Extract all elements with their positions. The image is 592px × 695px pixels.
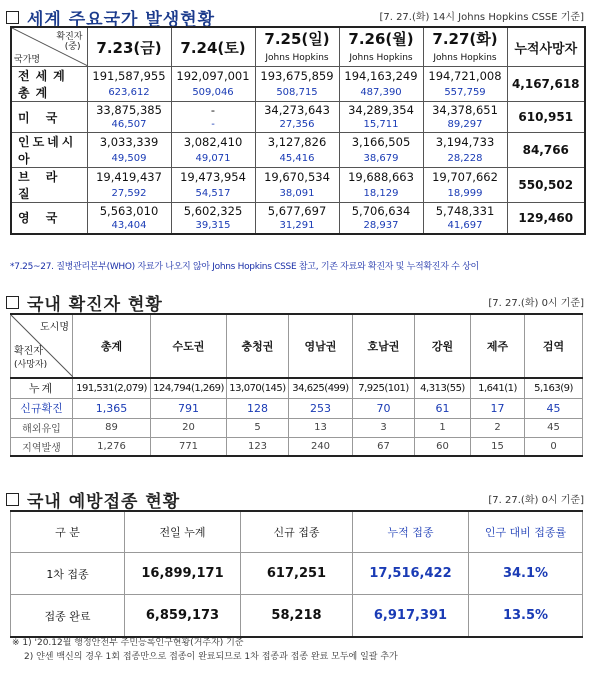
table-cell: 1 <box>415 418 471 437</box>
cases-cell: 5,706,634 <box>339 203 423 220</box>
cases-cell: 3,194,733 <box>423 133 507 152</box>
new-cases-cell: 18,129 <box>339 187 423 203</box>
row-label: 접종 완료 <box>11 595 125 638</box>
date-header: 7.24(토) <box>171 27 255 67</box>
new-cases-cell: 27,592 <box>87 187 171 203</box>
country-name: 인도네시아 <box>11 133 87 168</box>
checkbox-icon <box>6 11 19 24</box>
source-label: Johns Hopkins <box>339 50 423 67</box>
table-cell: 61 <box>415 398 471 418</box>
table-cell: 45 <box>525 398 583 418</box>
date-header: 7.23(금) <box>87 27 171 67</box>
table-cell: 240 <box>289 437 353 456</box>
column-header: 수도권 <box>151 314 227 378</box>
vaccination-notes <box>12 636 398 664</box>
table-cell: 13 <box>289 418 353 437</box>
new-cases-cell: 45,416 <box>255 152 339 168</box>
column-header: 신규 접종 <box>241 511 353 553</box>
section1-meta: [7. 27.(화) 14시 Johns Hopkins CSSE 기준] <box>379 12 584 23</box>
new-cases-cell: 15,711 <box>339 119 423 133</box>
section1-title: 세계 주요국가 발생현황 <box>27 10 216 30</box>
corner-cell <box>11 314 73 378</box>
table-row <box>11 418 583 437</box>
cases-cell: 19,670,534 <box>255 168 339 187</box>
table-cell: 5 <box>227 418 289 437</box>
new-cases-cell: 27,356 <box>255 119 339 133</box>
table-cell: 0 <box>525 437 583 456</box>
corner-label-region: 도시명 <box>40 322 69 333</box>
cases-cell: 3,082,410 <box>171 133 255 152</box>
cases-cell: 34,378,651 <box>423 102 507 119</box>
column-header: 강원 <box>415 314 471 378</box>
corner-label-cases: 확진자 <box>14 346 43 357</box>
table-cell: 34.1% <box>469 553 583 595</box>
country-name: 브 라 질 <box>11 168 87 203</box>
table-row <box>11 437 583 456</box>
table-cell: 7,925(101) <box>353 378 415 398</box>
section2-title: 국내 확진자 현황 <box>27 295 163 315</box>
table-cell: 5,163(9) <box>525 378 583 398</box>
corner-label-country: 국가명 <box>14 55 41 65</box>
column-header: 전일 누계 <box>125 511 241 553</box>
table-cell: 253 <box>289 398 353 418</box>
note-line: 2) 얀센 백신의 경우 1회 접종만으로 접종이 완료되므로 1차 접종과 접종 완료 모두에 일괄 추가 <box>24 652 398 662</box>
deaths-cell: 610,951 <box>507 102 585 133</box>
new-cases-cell: 509,046 <box>171 86 255 102</box>
new-cases-cell: 46,507 <box>87 119 171 133</box>
note-line: ※ 1) '20.12월 행정안전부 주민등록인구현황(거주자) 기준 <box>12 638 244 648</box>
death-header: 누적사망자 <box>507 27 585 67</box>
table-cell: 4,313(55) <box>415 378 471 398</box>
cases-cell: 5,748,331 <box>423 203 507 220</box>
deaths-cell: 129,460 <box>507 203 585 234</box>
date-header: 7.25(일) <box>255 27 339 50</box>
cases-cell: 194,163,249 <box>339 67 423 86</box>
table-cell: 771 <box>151 437 227 456</box>
section3-header <box>6 487 180 512</box>
cases-cell: 5,563,010 <box>87 203 171 220</box>
table-cell: 58,218 <box>241 595 353 638</box>
new-cases-cell: 557,759 <box>423 86 507 102</box>
new-cases-cell: - <box>171 119 255 133</box>
table-cell: 2 <box>471 418 525 437</box>
table-cell: 617,251 <box>241 553 353 595</box>
cases-cell: 192,097,001 <box>171 67 255 86</box>
section3-meta: [7. 27.(화) 0시 기준] <box>488 495 584 506</box>
new-cases-cell: 38,091 <box>255 187 339 203</box>
table-cell: 70 <box>353 398 415 418</box>
table-cell: 34,625(499) <box>289 378 353 398</box>
section2-header <box>6 290 163 315</box>
cases-cell: 5,602,325 <box>171 203 255 220</box>
world-status-table <box>10 26 586 235</box>
cases-cell: 194,721,008 <box>423 67 507 86</box>
table-cell: 123 <box>227 437 289 456</box>
source-label: Johns Hopkins <box>423 50 507 67</box>
table-row <box>11 378 583 398</box>
table-cell: 128 <box>227 398 289 418</box>
checkbox-icon <box>6 296 19 309</box>
table-cell: 89 <box>73 418 151 437</box>
table-cell: 16,899,171 <box>125 553 241 595</box>
column-header: 충청권 <box>227 314 289 378</box>
table-cell: 124,794(1,269) <box>151 378 227 398</box>
table-cell: 17,516,422 <box>353 553 469 595</box>
cases-cell: 193,675,859 <box>255 67 339 86</box>
row-label: 해외유입 <box>11 418 73 437</box>
source-label: Johns Hopkins <box>255 50 339 67</box>
column-header: 총계 <box>73 314 151 378</box>
new-cases-cell: 39,315 <box>171 220 255 234</box>
cases-cell: 34,289,354 <box>339 102 423 119</box>
vaccination-table <box>10 510 583 638</box>
new-cases-cell: 508,715 <box>255 86 339 102</box>
column-header: 제주 <box>471 314 525 378</box>
cases-cell: 3,033,339 <box>87 133 171 152</box>
country-name: 영 국 <box>11 203 87 234</box>
new-cases-cell: 623,612 <box>87 86 171 102</box>
domestic-cases-table <box>10 313 583 457</box>
new-cases-cell: 49,509 <box>87 152 171 168</box>
row-label: 1차 접종 <box>11 553 125 595</box>
table-cell: 1,276 <box>73 437 151 456</box>
new-cases-cell: 43,404 <box>87 220 171 234</box>
new-cases-cell: 28,937 <box>339 220 423 234</box>
column-header: 검역 <box>525 314 583 378</box>
section3-title: 국내 예방접종 현황 <box>27 492 181 512</box>
table-cell: 15 <box>471 437 525 456</box>
country-name: 미 국 <box>11 102 87 133</box>
column-header: 누적 접종 <box>353 511 469 553</box>
table-cell: 6,917,391 <box>353 595 469 638</box>
table-cell: 791 <box>151 398 227 418</box>
cases-cell: 34,273,643 <box>255 102 339 119</box>
table-cell: 6,859,173 <box>125 595 241 638</box>
deaths-cell: 550,502 <box>507 168 585 203</box>
new-cases-cell: 49,071 <box>171 152 255 168</box>
new-cases-cell: 89,297 <box>423 119 507 133</box>
corner-cell <box>11 27 87 67</box>
new-cases-cell: 28,228 <box>423 152 507 168</box>
cases-cell: 19,707,662 <box>423 168 507 187</box>
section2-meta: [7. 27.(화) 0시 기준] <box>488 298 584 309</box>
date-header: 7.26(월) <box>339 27 423 50</box>
new-cases-cell: 38,679 <box>339 152 423 168</box>
table-cell: 1,641(1) <box>471 378 525 398</box>
table-cell: 13,070(145) <box>227 378 289 398</box>
cases-cell: 5,677,697 <box>255 203 339 220</box>
cases-cell: - <box>171 102 255 119</box>
cases-cell: 33,875,385 <box>87 102 171 119</box>
cases-cell: 19,688,663 <box>339 168 423 187</box>
new-cases-cell: 31,291 <box>255 220 339 234</box>
column-header: 인구 대비 접종률 <box>469 511 583 553</box>
new-cases-cell: 487,390 <box>339 86 423 102</box>
cases-cell: 3,127,826 <box>255 133 339 152</box>
new-cases-cell: 54,517 <box>171 187 255 203</box>
corner-label-cases: 확진자 <box>56 32 83 42</box>
row-label: 지역발생 <box>11 437 73 456</box>
table-cell: 13.5% <box>469 595 583 638</box>
deaths-cell: 4,167,618 <box>507 67 585 102</box>
cases-cell: 3,166,505 <box>339 133 423 152</box>
table-cell: 67 <box>353 437 415 456</box>
world-note: *7.25~27. 질병관리본부(WHO) 자료가 나오지 않아 Johns Hopkins CSSE 참고, 기존 자료와 확진자 및 누적확진자 수 상이 <box>10 262 479 272</box>
header-row <box>11 511 583 553</box>
column-header: 호남권 <box>353 314 415 378</box>
table-cell: 3 <box>353 418 415 437</box>
table-row <box>11 595 583 638</box>
table-cell: 1,365 <box>73 398 151 418</box>
new-cases-cell: 18,999 <box>423 187 507 203</box>
table-cell: 60 <box>415 437 471 456</box>
column-header: 구 분 <box>11 511 125 553</box>
date-header: 7.27(화) <box>423 27 507 50</box>
corner-label-deaths: (사망자) <box>14 360 48 370</box>
row-label: 신규확진 <box>11 398 73 418</box>
table-cell: 191,531(2,079) <box>73 378 151 398</box>
deaths-cell: 84,766 <box>507 133 585 168</box>
cases-cell: 191,587,955 <box>87 67 171 86</box>
corner-label-mid: (중) <box>64 42 81 52</box>
column-header: 영남권 <box>289 314 353 378</box>
table-cell: 20 <box>151 418 227 437</box>
cases-cell: 19,419,437 <box>87 168 171 187</box>
table-cell: 45 <box>525 418 583 437</box>
table-row <box>11 553 583 595</box>
table-cell: 17 <box>471 398 525 418</box>
country-name: 전세계총계 <box>11 67 87 102</box>
checkbox-icon <box>6 493 19 506</box>
cases-cell: 19,473,954 <box>171 168 255 187</box>
table-row <box>11 398 583 418</box>
new-cases-cell: 41,697 <box>423 220 507 234</box>
row-label: 누계 <box>11 378 73 398</box>
